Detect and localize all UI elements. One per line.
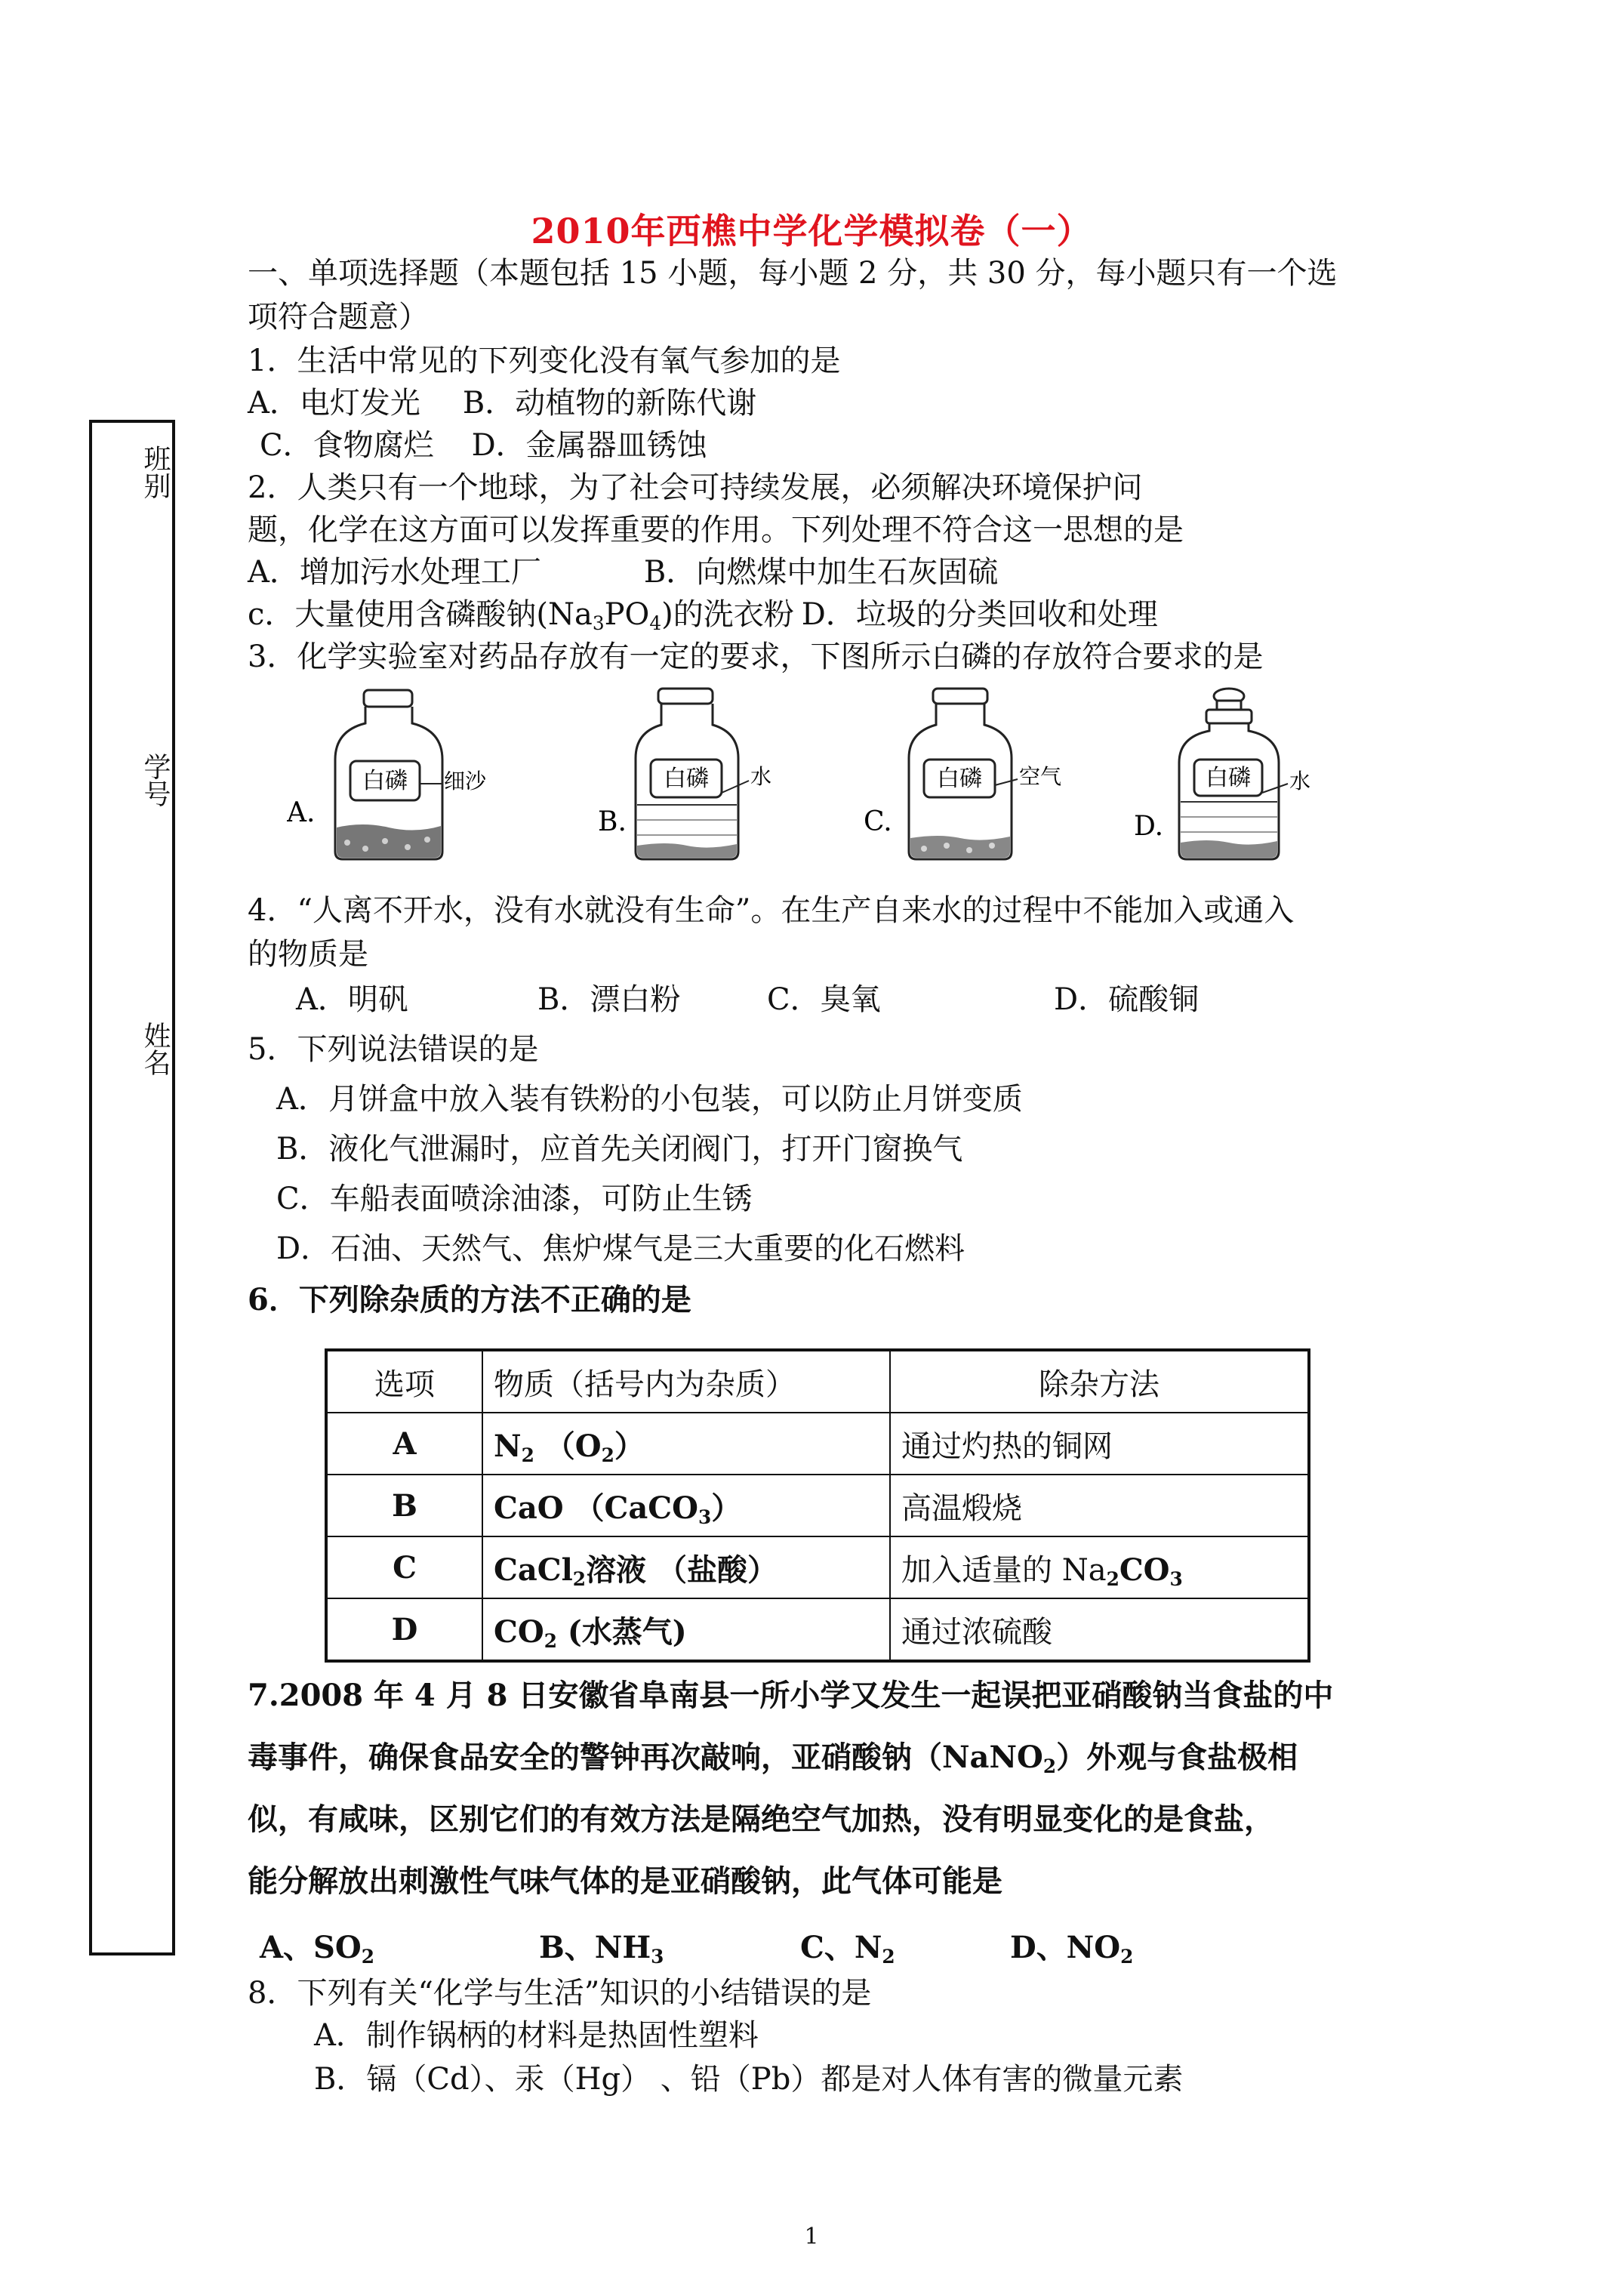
- table-row: [326, 1413, 1309, 1475]
- q7-options: [260, 1927, 1133, 1969]
- table-header-row: [326, 1350, 1309, 1413]
- q1-option-d: D．金属器皿锈蚀: [471, 428, 707, 463]
- bottle-c-content: 空气: [1019, 764, 1062, 789]
- q2-options-row2: [248, 593, 1158, 636]
- q2-option-b: B．向燃煤中加生石灰固硫: [643, 555, 999, 590]
- table-cell-substance: CaO （CaCO$_3$）: [482, 1475, 890, 1536]
- q8-stem: 8．下列有关“化学与生活”知识的小结错误的是: [248, 1976, 872, 2011]
- q2-option-a: A．增加污水处理工厂: [248, 555, 541, 590]
- table-cell-method: 加入适量的 $Na_2CO_3$: [890, 1536, 1309, 1598]
- q2-options-row1: [248, 551, 998, 593]
- bottle-a: [287, 687, 528, 868]
- student-name-label: 姓名: [140, 1022, 171, 1076]
- table-cell-option: D: [326, 1598, 482, 1661]
- table-row: [326, 1536, 1309, 1598]
- q4-stem-line2: 的物质是: [248, 937, 368, 972]
- q6-stem: 6．下列除杂质的方法不正确的是: [248, 1282, 691, 1318]
- q5-stem: 5．下列说法错误的是: [248, 1032, 539, 1067]
- q1-stem: 1．生活中常见的下列变化没有氧气参加的是: [248, 344, 841, 378]
- q2-stem-line2: 题，化学在这方面可以发挥重要的作用。下列处理不符合这一思想的是: [248, 513, 1184, 547]
- table-row: [326, 1598, 1309, 1661]
- q8-option-b: B．镉（Cd）、汞（Hg） 、铅（Pb）都是对人体有害的微量元素: [314, 2062, 1184, 2097]
- bottle-a-drawing: [287, 687, 528, 868]
- q1-option-c: C．食物腐烂: [260, 428, 434, 463]
- q8-option-a: A．制作锅柄的材料是热固性塑料: [314, 2018, 759, 2053]
- q2-option-d: D．垃圾的分类回收和处理: [801, 597, 1158, 632]
- q1-options-row1: [248, 382, 756, 424]
- q4-option-a: A．明矾: [296, 982, 408, 1017]
- bottle-c-letter: C.: [864, 806, 892, 837]
- table-cell-method: 高温煅烧: [890, 1475, 1309, 1536]
- q4-option-b: B．漂白粉: [537, 982, 681, 1017]
- table-cell-substance: CaCl$_2$溶液 （盐酸）: [482, 1536, 890, 1598]
- table-header-substance: 物质（括号内为杂质）: [482, 1350, 890, 1413]
- table-cell-method: 通过灼热的铜网: [890, 1413, 1309, 1475]
- page-title: 2010年西樵中学化学模拟卷（一）: [531, 211, 1092, 251]
- bottle-a-letter: A.: [287, 797, 316, 828]
- page-number: 1: [804, 2224, 819, 2250]
- table-cell-option: A: [326, 1413, 482, 1475]
- bottle-c-label: 白磷: [937, 766, 982, 792]
- bottle-d: [1132, 687, 1359, 868]
- q1-options-row2: [260, 424, 707, 467]
- q7-line3: 似，有咸味，区别它们的有效方法是隔绝空气加热，没有明显变化的是食盐，: [248, 1801, 1274, 1837]
- table-header-option: 选项: [326, 1350, 482, 1413]
- bottle-a-content: 细沙: [444, 769, 487, 794]
- q2-stem-line1: 2．人类只有一个地球，为了社会可持续发展，必须解决环境保护问: [248, 470, 1143, 505]
- q7-line1: 7.2008 年 4 月 8 日安徽省阜南县一所小学又发生一起误把亚硝酸钠当食盐的中: [248, 1678, 1334, 1713]
- q7-option-a: A、$SO_2$: [260, 1930, 375, 1968]
- q7-line2: 毒事件，确保食品安全的警钟再次敲响，亚硝酸钠（NaNO$_2$）外观与食盐极相: [248, 1740, 1298, 1777]
- bottle-b-letter: B.: [598, 806, 627, 837]
- q7-option-d: D、$NO_2$: [1010, 1930, 1134, 1968]
- bottle-a-label: 白磷: [362, 768, 408, 794]
- q1-option-a: A．电灯发光: [248, 386, 420, 421]
- table-cell-method: 通过浓硫酸: [890, 1598, 1309, 1661]
- q5-option-a: A．月饼盒中放入装有铁粉的小包装，可以防止月饼变质: [276, 1082, 1023, 1117]
- student-id-label: 学号: [140, 753, 171, 807]
- q7-option-b: B、$NH_3$: [539, 1930, 664, 1968]
- student-info-box: [89, 420, 175, 1955]
- table-cell-option: C: [326, 1536, 482, 1598]
- bottle-d-content: 水: [1289, 769, 1311, 794]
- q5-option-b: B．液化气泄漏时，应首先关闭阀门，打开门窗换气: [276, 1132, 963, 1166]
- q2-option-c: c．大量使用含磷酸钠$(Na_3PO_4)$的洗衣粉: [248, 597, 794, 634]
- bottle-d-letter: D.: [1134, 811, 1164, 842]
- table-header-method: 除杂方法: [890, 1350, 1309, 1413]
- class-label: 班别: [140, 445, 171, 499]
- q4-option-c: C．臭氧: [767, 982, 881, 1017]
- q7-line4: 能分解放出刺激性气味气体的是亚硝酸钠，此气体可能是: [248, 1863, 1002, 1899]
- table-row: [326, 1475, 1309, 1536]
- bottle-b-label: 白磷: [664, 766, 709, 792]
- bottle-b-drawing: [598, 687, 809, 868]
- section-heading-line1: 一、单项选择题（本题包括 15 小题，每小题 2 分，共 30 分，每小题只有一个选: [248, 256, 1338, 291]
- q3-stem: 3．化学实验室对药品存放有一定的要求，下图所示白磷的存放符合要求的是: [248, 639, 1264, 674]
- section-heading-line2: 项符合题意）: [248, 300, 429, 334]
- bottle-b-content: 水: [750, 764, 772, 789]
- q6-table: [325, 1348, 1310, 1663]
- bottle-c-drawing: [864, 687, 1090, 868]
- q5-option-c: C．车船表面喷涂油漆，可防止生锈: [276, 1182, 753, 1216]
- q1-option-b: B．动植物的新陈代谢: [462, 386, 757, 421]
- q3-bottle-figure: [287, 687, 1366, 868]
- q5-option-d: D．石油、天然气、焦炉煤气是三大重要的化石燃料: [276, 1231, 965, 1266]
- table-cell-substance: $N_2$ $(O_2)$: [482, 1413, 890, 1475]
- bottle-c: [864, 687, 1090, 868]
- table-cell-option: B: [326, 1475, 482, 1536]
- q4-option-d: D．硫酸铜: [1054, 982, 1200, 1017]
- table-cell-substance: $CO_2$ (水蒸气): [482, 1598, 890, 1661]
- q4-options: [296, 978, 1199, 1021]
- bottle-d-drawing: [1132, 687, 1359, 868]
- q7-option-c: C、$N_2$: [800, 1930, 895, 1968]
- q4-stem-line1: 4．“人离不开水，没有水就没有生命”。在生产自来水的过程中不能加入或通入: [248, 893, 1295, 928]
- bottle-b: [598, 687, 809, 868]
- bottle-d-label: 白磷: [1206, 765, 1251, 791]
